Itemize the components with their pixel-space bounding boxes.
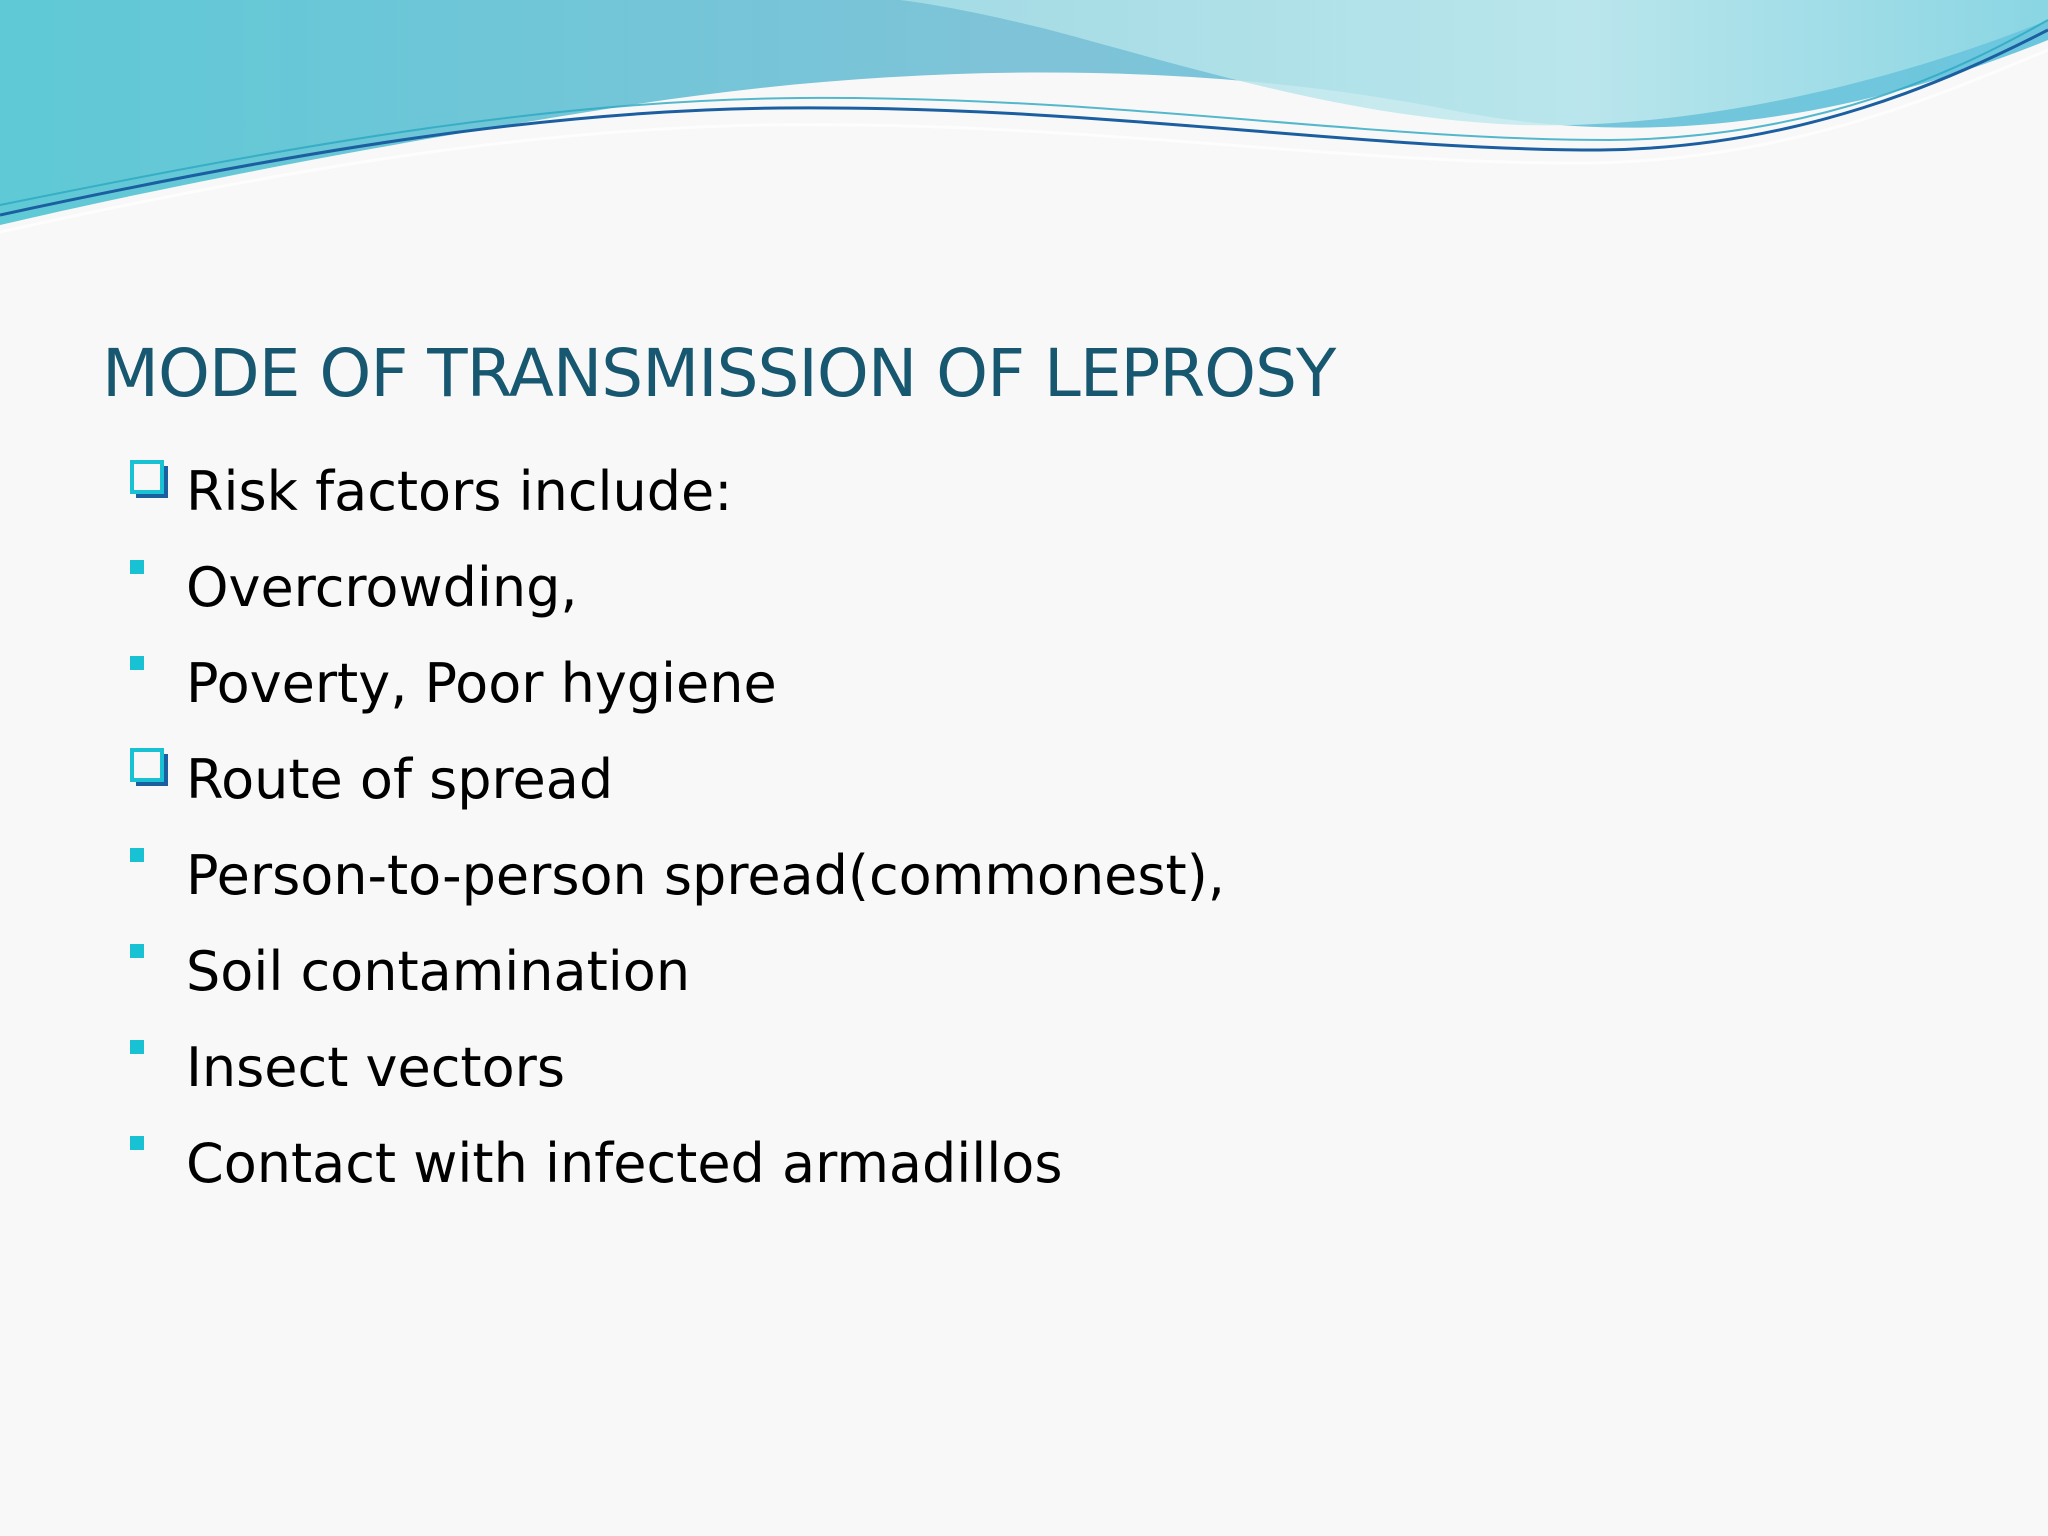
slide-title: MODE OF TRANSMISSION OF LEPROSY: [102, 335, 1336, 412]
bullet-item-poverty: [126, 640, 1926, 736]
bullet-text: Soil contamination: [186, 940, 691, 1003]
bullet-item-overcrowding: [126, 544, 1926, 640]
bullet-list: [126, 448, 1926, 1216]
bullet-text: Person-to-person spread(commonest),: [186, 844, 1225, 907]
header-wave-decoration: [0, 0, 2048, 240]
filled-square-icon: [130, 1136, 144, 1150]
bullet-text: Route of spread: [186, 748, 614, 811]
hollow-square-icon: [126, 456, 174, 504]
filled-square-icon: [130, 848, 144, 862]
filled-square-icon: [130, 944, 144, 958]
bullet-text: Poverty, Poor hygiene: [186, 652, 777, 715]
filled-square-icon: [130, 560, 144, 574]
bullet-item-person-to-person: [126, 832, 1926, 928]
bullet-item-route-of-spread: [126, 736, 1926, 832]
filled-square-icon: [130, 1040, 144, 1054]
bullet-text: Risk factors include:: [186, 460, 733, 523]
filled-square-icon: [130, 656, 144, 670]
bullet-text: Insect vectors: [186, 1036, 565, 1099]
bullet-item-armadillos: [126, 1120, 1926, 1216]
hollow-square-icon: [126, 744, 174, 792]
bullet-item-insect-vectors: [126, 1024, 1926, 1120]
bullet-item-soil-contamination: [126, 928, 1926, 1024]
bullet-text: Overcrowding,: [186, 556, 578, 619]
bullet-item-risk-factors: [126, 448, 1926, 544]
bullet-text: Contact with infected armadillos: [186, 1132, 1063, 1195]
